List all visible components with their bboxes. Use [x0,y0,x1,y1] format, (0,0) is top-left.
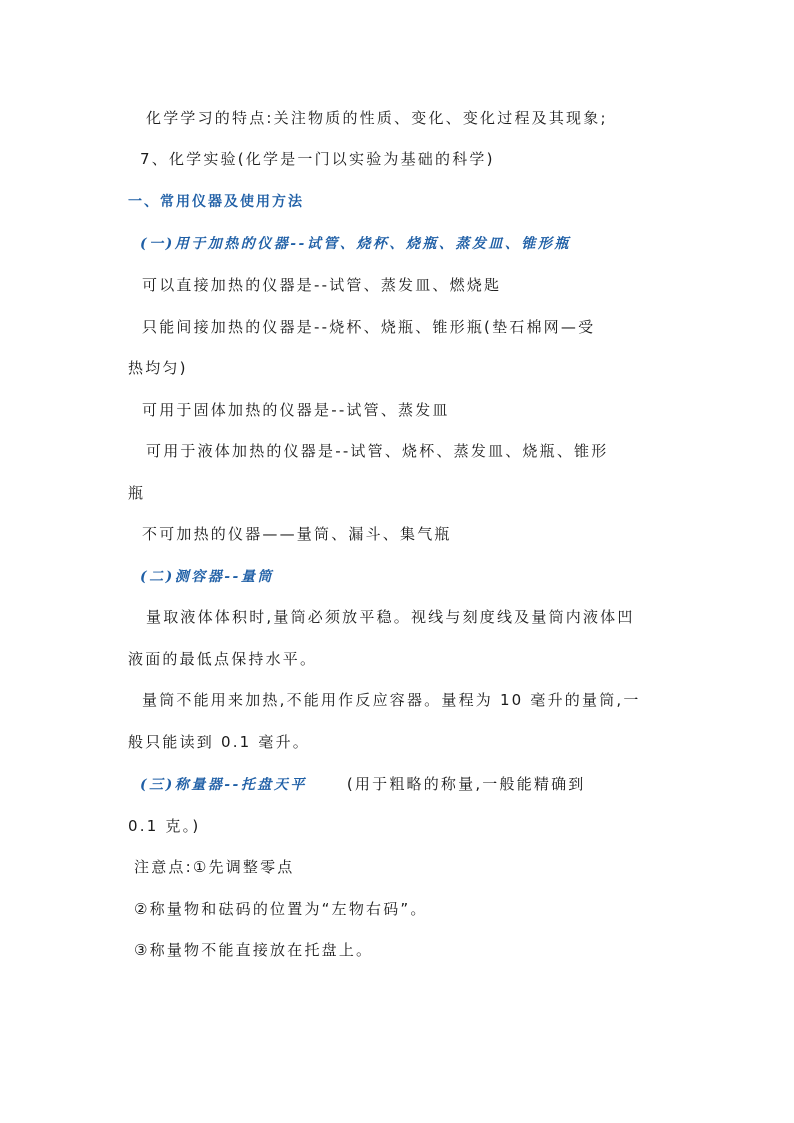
attention-point-3: ③称量物不能直接放在托盘上。 [134,941,374,959]
measure-liquid-line: 量取液体体积时,量筒必须放平稳。视线与刻度线及量筒内液体凹 [146,608,635,626]
indirect-heating-line: 只能间接加热的仪器是--烧杯、烧瓶、锥形瓶(垫石棉网—受 [142,318,596,336]
liquid-heating-line: 可用于液体加热的仪器是--试管、烧杯、蒸发皿、烧瓶、锥形 [146,442,609,460]
study-features-line: 化学学习的特点:关注物质的性质、变化、变化过程及其现象; [146,109,608,127]
balance-note-cont: 0.1 克。) [128,817,201,835]
liquid-heating-line-cont: 瓶 [128,484,146,502]
balance-note: (用于粗略的称量,一般能精确到 [346,775,586,793]
direct-heating-line: 可以直接加热的仪器是--试管、蒸发皿、燃烧匙 [142,276,502,294]
subheading-measuring-cylinder: (二)测容器--量筒 [140,569,274,585]
attention-point-2: ②称量物和砝码的位置为“左物右码”。 [134,900,428,918]
non-heatable-line: 不可加热的仪器——量筒、漏斗、集气瓶 [142,525,452,543]
cylinder-restriction-line: 量筒不能用来加热,不能用作反应容器。量程为 10 毫升的量筒,一 [142,691,641,709]
balance-line [140,773,586,796]
subheading-balance: (三)称量器--托盘天平 [140,777,307,793]
cylinder-restriction-line-cont: 般只能读到 0.1 毫升。 [128,733,310,751]
attention-point-1: 注意点:①先调整零点 [134,858,295,876]
solid-heating-line: 可用于固体加热的仪器是--试管、蒸发皿 [142,401,450,419]
indirect-heating-line-cont: 热均匀) [128,359,188,377]
section-heading-instruments: 一、常用仪器及使用方法 [128,194,304,210]
subheading-heating-instruments: (一)用于加热的仪器--试管、烧杯、烧瓶、蒸发皿、锥形瓶 [140,236,571,252]
measure-liquid-line-cont: 液面的最低点保持水平。 [128,650,318,668]
chemistry-experiment-line: 7、化学实验(化学是一门以实验为基础的科学) [140,150,495,168]
